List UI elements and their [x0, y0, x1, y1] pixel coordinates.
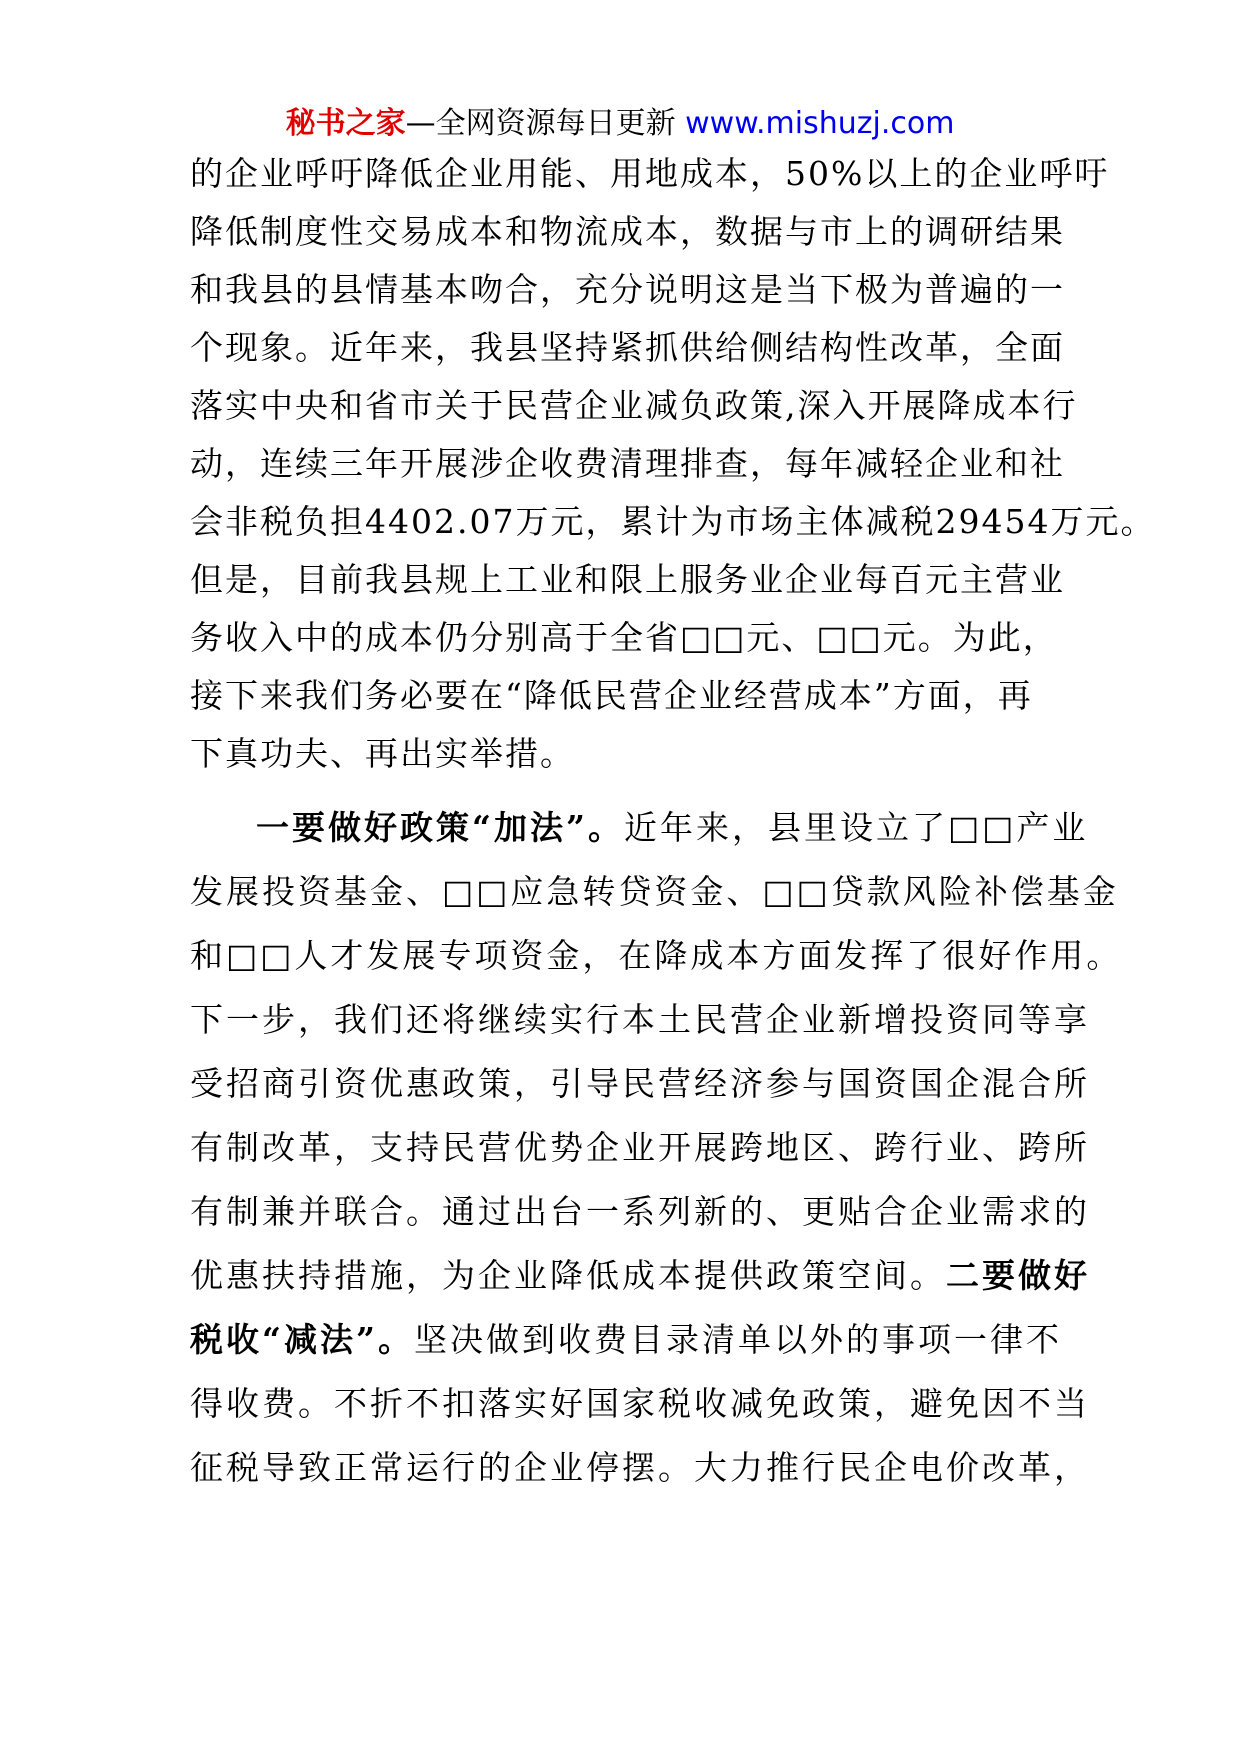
text-line: 动，连续三年开展涉企收费清理排查，每年减轻企业和社 [190, 444, 1065, 483]
text-line: 个现象。近年来，我县坚持紧抓供给侧结构性改革，全面 [190, 328, 1065, 367]
text-line: 降低制度性交易成本和物流成本，数据与市上的调研结果 [190, 212, 1065, 251]
text-line [190, 1320, 1062, 1360]
text-line: 受招商引资优惠政策，引导民营经济参与国资国企混合所 [190, 1064, 1090, 1103]
text-span: 近年来，县里设立了□□产业 [623, 808, 1089, 847]
text-line: 接下来我们务必要在“降低民营企业经营成本”方面，再 [190, 676, 1033, 715]
text-line: 会非税负担4402.07万元，累计为市场主体减税29454万元。 [190, 502, 1156, 541]
bold-heading-tax-reduction-cont: 税收“减法”。 [190, 1320, 414, 1359]
text-line: 下真功夫、再出实举措。 [190, 734, 575, 773]
text-line [190, 1256, 1090, 1296]
bold-heading-tax-reduction: 二要做好 [946, 1256, 1090, 1295]
text-line: 发展投资基金、□□应急转贷资金、□□贷款风险补偿基金 [190, 872, 1119, 911]
text-span: 坚决做到收费目录清单以外的事项一律不 [413, 1320, 1062, 1359]
text-line: 的企业呼吁降低企业用能、用地成本，50%以上的企业呼吁 [190, 154, 1110, 193]
text-line: 下一步，我们还将继续实行本土民营企业新增投资同等享 [190, 1000, 1090, 1039]
text-line: 得收费。不折不扣落实好国家税收减免政策，避免因不当 [190, 1384, 1090, 1423]
text-line: 有制改革，支持民营优势企业开展跨地区、跨行业、跨所 [190, 1128, 1090, 1167]
text-line: 有制兼并联合。通过出台一系列新的、更贴合企业需求的 [190, 1192, 1090, 1231]
text-line: 落实中央和省市关于民营企业减负政策,深入开展降成本行 [190, 386, 1078, 425]
text-line [256, 808, 1088, 848]
brand-name: 秘书之家 [285, 106, 406, 141]
header-slogan: —全网资源每日更新 [405, 106, 676, 141]
text-line: 务收入中的成本仍分别高于全省□□元、□□元。为此， [190, 618, 1058, 657]
website-link[interactable]: www.mishuzj.com [685, 106, 955, 141]
text-span: 优惠扶持措施，为企业降低成本提供政策空间。 [190, 1256, 946, 1295]
text-line: 和我县的县情基本吻合，充分说明这是当下极为普遍的一 [190, 270, 1065, 309]
text-line: 和□□人才发展专项资金，在降成本方面发挥了很好作用。 [190, 936, 1123, 975]
bold-heading-policy-addition: 一要做好政策“加法”。 [256, 808, 624, 847]
text-line: 征税导致正常运行的企业停摆。大力推行民企电价改革， [190, 1448, 1090, 1487]
text-line: 但是，目前我县规上工业和限上服务业企业每百元主营业 [190, 560, 1065, 599]
